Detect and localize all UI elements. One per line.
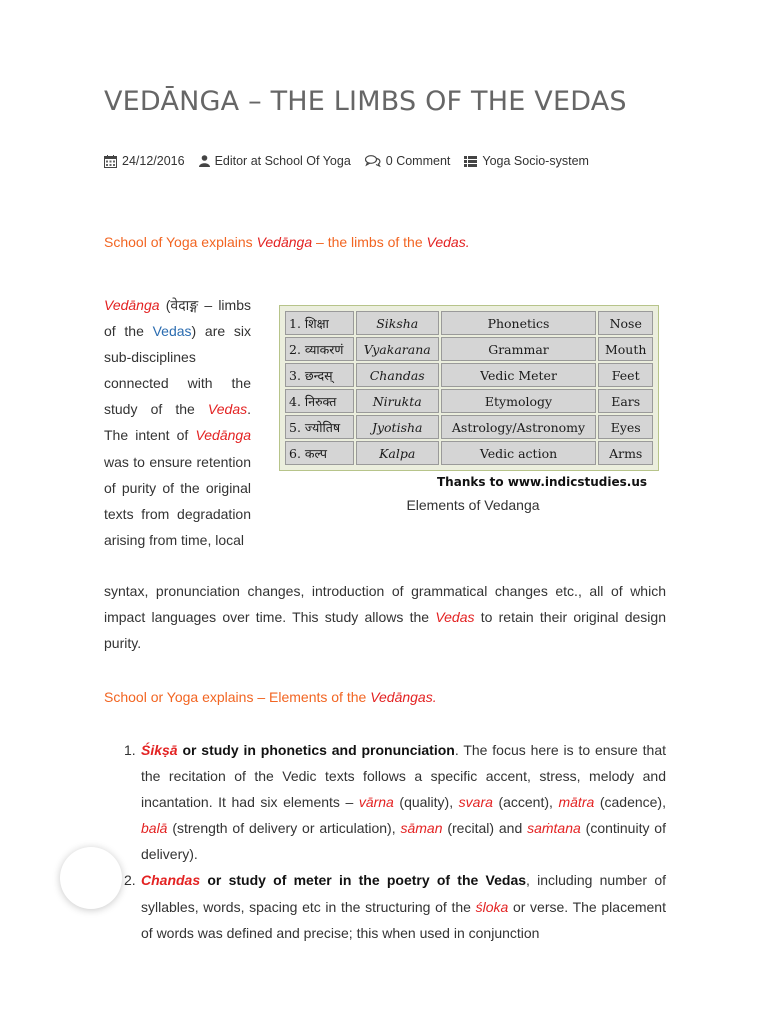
- figure-credit: Thanks to www.indicstudies.us: [437, 475, 647, 489]
- term-chandas: Chandas: [141, 872, 201, 889]
- cell-sanskrit: 1. शिक्षा: [285, 311, 354, 335]
- post-comments[interactable]: 0 Comment: [385, 154, 451, 168]
- intro-school: School of Yoga: [104, 234, 198, 250]
- text-fragment: . The intent of: [104, 401, 251, 444]
- post-category[interactable]: Yoga Socio-system: [482, 154, 589, 168]
- table-row: [285, 415, 653, 439]
- cell-topic: Etymology: [441, 389, 597, 413]
- comments-icon: [365, 155, 381, 167]
- list-number: 1.: [124, 742, 136, 758]
- cell-sanskrit: 4. निरुक्त: [285, 389, 354, 413]
- cell-name: Kalpa: [356, 441, 439, 465]
- text-fragment: (strength of delivery or articulation),: [167, 820, 401, 837]
- link-vedas[interactable]: Vedas: [152, 323, 192, 340]
- table-row: [285, 441, 653, 465]
- intro-limbs: – the limbs of the: [312, 234, 427, 250]
- meta-comments[interactable]: [365, 154, 451, 168]
- meta-author[interactable]: [199, 154, 351, 168]
- bold-text: or study in phonetics and pronunciation: [177, 742, 455, 758]
- text-fragment: was to ensure retention of purity of the original texts from degradation arising from time, local: [104, 453, 251, 548]
- cell-topic: Astrology/Astronomy: [441, 415, 597, 439]
- text-fragment: (cadence),: [594, 794, 666, 811]
- intro-explains: explains: [197, 234, 257, 250]
- term: sāman: [400, 820, 443, 837]
- list-item: [104, 867, 666, 945]
- term: svara: [458, 794, 493, 811]
- table-row: [285, 337, 653, 361]
- section-heading: [104, 689, 437, 705]
- table-row: [285, 363, 653, 387]
- intro-vedas: Vedas.: [426, 234, 470, 250]
- cell-sanskrit: 3. छन्दस्: [285, 363, 354, 387]
- cell-sanskrit: 6. कल्प: [285, 441, 354, 465]
- list-item: [104, 737, 666, 867]
- subhead-text: School or Yoga explains – Elements of the: [104, 689, 371, 705]
- term: mātra: [558, 794, 595, 811]
- cell-sanskrit: 2. व्याकरणं: [285, 337, 354, 361]
- cell-name: Siksha: [356, 311, 439, 335]
- meta-category[interactable]: [464, 154, 589, 168]
- figure-caption: Elements of Vedanga: [406, 497, 540, 513]
- intro-line: [104, 234, 470, 250]
- calendar-icon: [104, 155, 117, 168]
- post-date: 24/12/2016: [122, 154, 185, 168]
- cell-name: Chandas: [356, 363, 439, 387]
- term: vārna: [358, 794, 394, 811]
- paragraph-lead: [104, 292, 251, 553]
- text-fragment: , including number of syllables, words, spacing etc in the structuring of the: [141, 872, 666, 915]
- user-icon: [199, 155, 210, 167]
- cell-body-part: Ears: [598, 389, 653, 413]
- term-vedanga: Vedānga: [104, 297, 160, 313]
- term-vedas: Vedas: [207, 401, 248, 418]
- post-author[interactable]: Editor at School Of Yoga: [214, 154, 351, 168]
- bold-text: or study of meter in the poetry of the Vedas: [200, 872, 527, 889]
- cell-name: Vyakarana: [356, 337, 439, 361]
- cell-body-part: Mouth: [598, 337, 653, 361]
- cell-body-part: Eyes: [598, 415, 653, 439]
- vedanga-figure: [279, 305, 659, 513]
- text-fragment: or verse. The placement of words was defined and precise; this when used in conjunction: [141, 898, 666, 941]
- cell-body-part: Arms: [598, 441, 653, 465]
- term: śloka: [475, 898, 509, 915]
- text-fragment: (accent),: [492, 794, 559, 811]
- meta-date: [104, 154, 185, 168]
- cell-name: Nirukta: [356, 389, 439, 413]
- cell-topic: Vedic Meter: [441, 363, 597, 387]
- term: balā: [141, 820, 168, 837]
- term-vedas: Vedas: [435, 609, 475, 626]
- vedanga-table: [279, 305, 659, 471]
- text-fragment: (quality),: [393, 794, 459, 811]
- table-row: [285, 389, 653, 413]
- text-fragment: . The focus here is to ensure that the recitation of the Vedic texts follows a specific accent, stress, melody and incantation. It had six elements –: [141, 742, 666, 811]
- floating-action-button[interactable]: [60, 847, 122, 909]
- text-fragment: to retain their original design purity.: [104, 609, 666, 652]
- subhead-vedangas: Vedāngas.: [370, 689, 437, 705]
- intro-vedanga: Vedānga: [256, 234, 313, 250]
- elements-list: [104, 737, 666, 946]
- cell-body-part: Feet: [598, 363, 653, 387]
- text-fragment: ) are six sub-disciplines connected with the study of the: [104, 323, 251, 418]
- list-icon: [464, 156, 477, 167]
- text-fragment: (वेदाङ्ग – limbs of the: [104, 297, 251, 340]
- cell-name: Jyotisha: [356, 415, 439, 439]
- page-title: VEDĀNGA – THE LIMBS OF THE VEDAS: [104, 86, 627, 117]
- term: saṁtana: [527, 820, 581, 837]
- cell-topic: Phonetics: [441, 311, 597, 335]
- text-fragment: (recital) and: [442, 820, 528, 837]
- paragraph-rest: [104, 578, 666, 656]
- cell-body-part: Nose: [598, 311, 653, 335]
- table-row: [285, 311, 653, 335]
- term-vedanga: Vedānga: [195, 427, 251, 444]
- cell-topic: Vedic action: [441, 441, 597, 465]
- cell-topic: Grammar: [441, 337, 597, 361]
- cell-sanskrit: 5. ज्योतिष: [285, 415, 354, 439]
- post-meta: [104, 154, 603, 168]
- text-fragment: syntax, pronunciation changes, introduction of grammatical changes etc., all of which impact languages over time. This study allows the: [104, 583, 666, 626]
- text-fragment: (continuity of delivery).: [141, 820, 666, 863]
- list-number: 2.: [124, 872, 136, 889]
- term-siksa: Śikṣā: [141, 742, 178, 758]
